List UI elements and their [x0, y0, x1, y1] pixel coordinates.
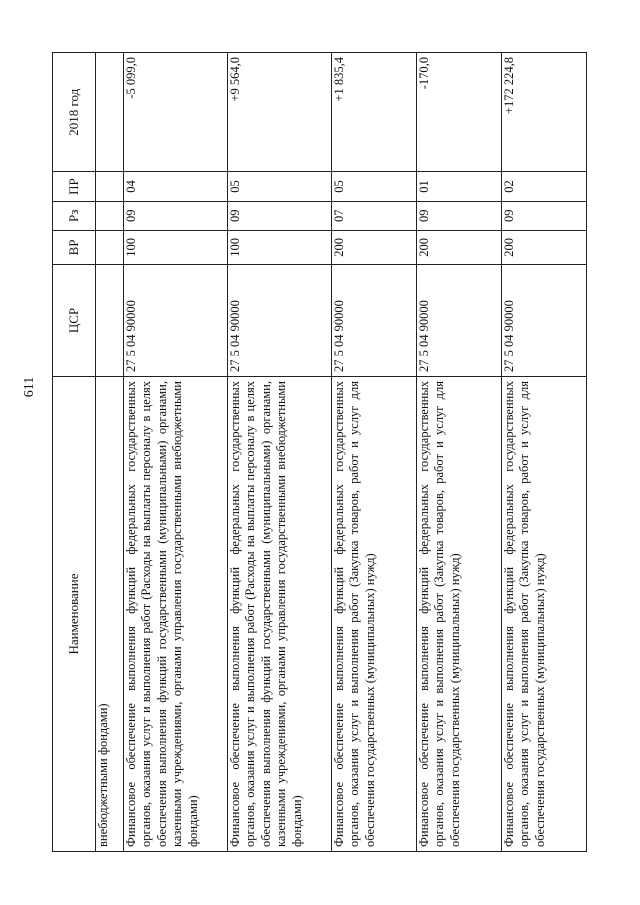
- row-csr: 27 5 04 90000: [501, 264, 586, 376]
- header-year: 2018 год: [53, 53, 96, 172]
- row-rz: 09: [416, 201, 501, 230]
- table-row: [123, 53, 227, 852]
- table-row: [501, 53, 586, 852]
- row-rz: 09: [123, 201, 227, 230]
- row-pr: 05: [227, 172, 331, 201]
- row-name: Финансовое обеспечение выполнения функций федеральных государственных органов, оказания услуг и выполнения работ (Закупка товаров, работ и услуг для обеспечения государственных (муниципальных) нужд): [501, 377, 586, 852]
- row-name: Финансовое обеспечение выполнения функций федеральных государственных органов, оказания услуг и выполнения работ (Расходы на выплаты персоналу в целях обеспечения выполнения функций государственными (муниципальными) органами, казенными учреждениями, органами управления государственными внебюджетными фондами): [227, 377, 331, 852]
- row-csr: 27 5 04 90000: [227, 264, 331, 376]
- row-vr: 200: [501, 230, 586, 264]
- table-row: [416, 53, 501, 852]
- row-amount: +1 835,4: [331, 53, 416, 172]
- row-rz: 09: [501, 201, 586, 230]
- row-vr: 200: [331, 230, 416, 264]
- row-pr: 02: [501, 172, 586, 201]
- row-name: Финансовое обеспечение выполнения функций федеральных государственных органов, оказания услуг и выполнения работ (Закупка товаров, работ и услуг для обеспечения государственных (муниципальных) нужд): [331, 377, 416, 852]
- budget-table: [52, 52, 587, 852]
- row-pr: 05: [331, 172, 416, 201]
- row-vr: 200: [416, 230, 501, 264]
- continuation-text: внебюджетными фондами): [96, 377, 124, 852]
- header-rz: Рз: [53, 201, 96, 230]
- header-name: Наименование: [53, 377, 96, 852]
- row-csr: 27 5 04 90000: [123, 264, 227, 376]
- row-pr: 04: [123, 172, 227, 201]
- row-amount: -5 099,0: [123, 53, 227, 172]
- row-rz: 07: [331, 201, 416, 230]
- row-vr: 100: [227, 230, 331, 264]
- header-vr: ВР: [53, 230, 96, 264]
- header-csr: ЦСР: [53, 264, 96, 376]
- table-header-row: [53, 53, 96, 852]
- table-row-continuation: [96, 53, 124, 852]
- row-amount: +172 224,8: [501, 53, 586, 172]
- row-pr: 01: [416, 172, 501, 201]
- rotated-content: [22, 52, 587, 852]
- row-csr: 27 5 04 90000: [416, 264, 501, 376]
- row-name: Финансовое обеспечение выполнения функций федеральных государственных органов, оказания услуг и выполнения работ (Расходы на выплаты персоналу в целях обеспечения выполнения функций государственными (муниципальными) органами, казенными учреждениями, органами управления государственными внебюджетными фондами): [123, 377, 227, 852]
- row-name: Финансовое обеспечение выполнения функций федеральных государственных органов, оказания услуг и выполнения работ (Закупка товаров, работ и услуг для обеспечения государственных (муниципальных) нужд): [416, 377, 501, 852]
- row-amount: +9 564,0: [227, 53, 331, 172]
- header-pr: ПР: [53, 172, 96, 201]
- row-rz: 09: [227, 201, 331, 230]
- page-number: 611: [22, 376, 37, 398]
- row-csr: 27 5 04 90000: [331, 264, 416, 376]
- table-row: [227, 53, 331, 852]
- row-vr: 100: [123, 230, 227, 264]
- table-row: [331, 53, 416, 852]
- row-amount: -170,0: [416, 53, 501, 172]
